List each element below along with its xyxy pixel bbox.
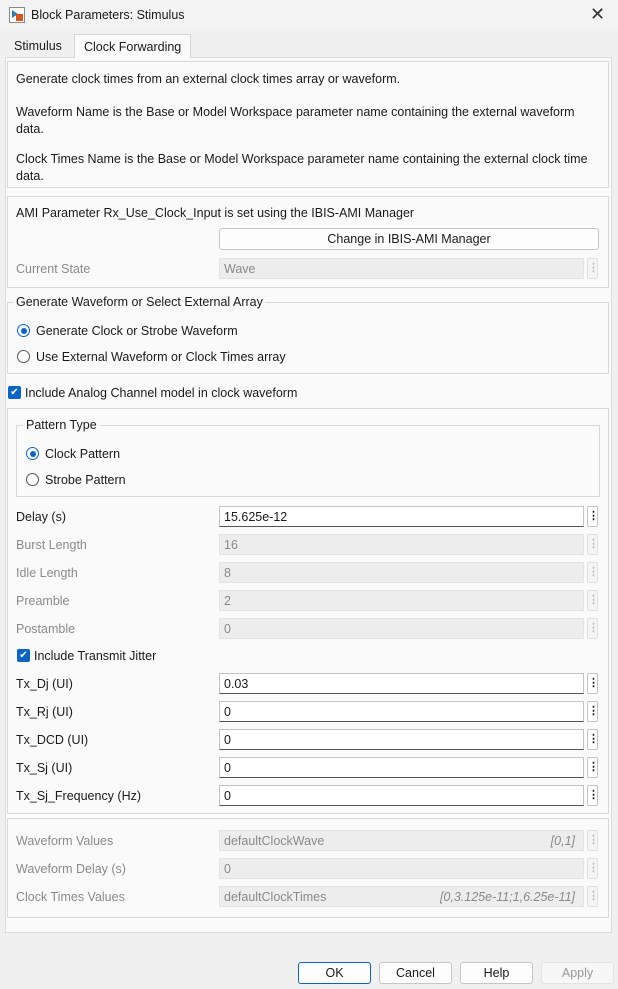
include-analog-label: Include Analog Channel model in clock waveform: [25, 386, 298, 400]
pattern-type-title: Pattern Type: [23, 418, 100, 432]
ok-button[interactable]: OK: [298, 962, 371, 984]
help-button[interactable]: Help: [460, 962, 533, 984]
use-external-radio[interactable]: [17, 350, 30, 363]
burst-length-field: [219, 534, 584, 555]
delay-s-label: Delay (s): [16, 510, 67, 524]
more-options-icon: ⋮: [587, 858, 598, 879]
cancel-button[interactable]: Cancel: [379, 962, 452, 984]
delay-s-field[interactable]: [219, 506, 584, 527]
ami-text: AMI Parameter Rx_Use_Clock_Input is set using the IBIS-AMI Manager: [16, 206, 415, 220]
more-options-icon: ⋮: [587, 534, 598, 555]
postamble-value: 0: [224, 622, 231, 636]
postamble-field: [219, 618, 584, 639]
waveform-values-field: [219, 830, 584, 851]
current-state-field: Wave: [219, 258, 584, 279]
current-state-label: Current State: [16, 262, 91, 276]
waveform-values-hint: [0,1]: [550, 834, 575, 848]
tab-stimulus[interactable]: Stimulus: [14, 39, 62, 53]
waveform-delay-s-value: 0: [224, 862, 231, 876]
tx-dcd-ui-label: Tx_DCD (UI): [16, 733, 89, 747]
clock-pattern-label: Clock Pattern: [45, 447, 121, 461]
waveform-values-value: defaultClockWave: [224, 834, 325, 848]
tx-dj-ui-value: 0.03: [224, 677, 249, 691]
strobe-pattern-radio[interactable]: [26, 473, 39, 486]
more-options-icon[interactable]: ⋮: [587, 729, 598, 750]
more-options-icon: ⋮: [587, 258, 598, 279]
burst-length-value: 16: [224, 538, 238, 552]
tx-rj-ui-label: Tx_Rj (UI): [16, 705, 73, 719]
generate-waveform-radio[interactable]: [17, 324, 30, 337]
tx-sj-ui-label: Tx_Sj (UI): [16, 761, 73, 775]
more-options-icon[interactable]: ⋮: [587, 673, 598, 694]
tx-sj-ui-value: 0: [224, 761, 231, 775]
waveform-delay-s-field: [219, 858, 584, 879]
strobe-pattern-label: Strobe Pattern: [45, 473, 126, 487]
tab-clock-forwarding[interactable]: Clock Forwarding: [74, 34, 191, 58]
generate-group-title: Generate Waveform or Select External Array: [16, 295, 263, 309]
preamble-value: 2: [224, 594, 231, 608]
include-jitter-checkbox[interactable]: ✔: [17, 649, 30, 662]
tx-sj-frequency-hz-field[interactable]: [219, 785, 584, 806]
description-line: Generate clock times from an external clock times array or waveform.: [16, 72, 401, 86]
more-options-icon: ⋮: [587, 618, 598, 639]
idle-length-field: [219, 562, 584, 583]
more-options-icon: ⋮: [587, 590, 598, 611]
more-options-icon[interactable]: ⋮: [587, 506, 598, 527]
clock-times-values-field: [219, 886, 584, 907]
idle-length-label: Idle Length: [16, 566, 78, 580]
include-jitter-label: Include Transmit Jitter: [34, 649, 157, 663]
clock-times-values-hint: [0,3.125e-11;1,6.25e-11]: [439, 890, 575, 904]
tx-sj-frequency-hz-label: Tx_Sj_Frequency (Hz): [16, 789, 142, 803]
include-analog-checkbox[interactable]: ✔: [8, 386, 21, 399]
use-external-label: Use External Waveform or Clock Times array: [36, 350, 286, 364]
more-options-icon[interactable]: ⋮: [587, 757, 598, 778]
delay-s-value: 15.625e-12: [224, 510, 288, 524]
more-options-icon: ⋮: [587, 562, 598, 583]
clock-pattern-radio[interactable]: [26, 447, 39, 460]
generate-waveform-label: Generate Clock or Strobe Waveform: [36, 324, 238, 338]
description-box: [7, 61, 609, 188]
tx-rj-ui-field[interactable]: [219, 701, 584, 722]
apply-button: Apply: [541, 962, 614, 984]
description-line: Clock Times Name is the Base or Model Workspace parameter name containing the external clock time data.: [16, 152, 588, 183]
burst-length-label: Burst Length: [16, 538, 87, 552]
tx-rj-ui-value: 0: [224, 705, 231, 719]
tx-dj-ui-field[interactable]: [219, 673, 584, 694]
tx-sj-frequency-hz-value: 0: [224, 789, 231, 803]
tx-dj-ui-label: Tx_Dj (UI): [16, 677, 73, 691]
idle-length-value: 8: [224, 566, 231, 580]
waveform-values-label: Waveform Values: [16, 834, 114, 848]
more-options-icon[interactable]: ⋮: [587, 701, 598, 722]
tx-dcd-ui-field[interactable]: [219, 729, 584, 750]
tx-sj-ui-field[interactable]: [219, 757, 584, 778]
close-icon[interactable]: ✕: [590, 4, 606, 24]
waveform-delay-s-label: Waveform Delay (s): [16, 862, 126, 876]
simulink-block-icon: [9, 7, 25, 23]
description-line: Waveform Name is the Base or Model Workspace parameter name containing the external waveform data.: [16, 105, 575, 136]
preamble-label: Preamble: [16, 594, 70, 608]
preamble-field: [219, 590, 584, 611]
more-options-icon: ⋮: [587, 830, 598, 851]
clock-times-values-value: defaultClockTimes: [224, 890, 327, 904]
change-in-ibis-ami-manager-button[interactable]: Change in IBIS-AMI Manager: [219, 228, 599, 250]
window-title: Block Parameters: Stimulus: [31, 8, 185, 22]
tx-dcd-ui-value: 0: [224, 733, 231, 747]
postamble-label: Postamble: [16, 622, 76, 636]
clock-times-values-label: Clock Times Values: [16, 890, 125, 904]
more-options-icon: ⋮: [587, 886, 598, 907]
more-options-icon[interactable]: ⋮: [587, 785, 598, 806]
